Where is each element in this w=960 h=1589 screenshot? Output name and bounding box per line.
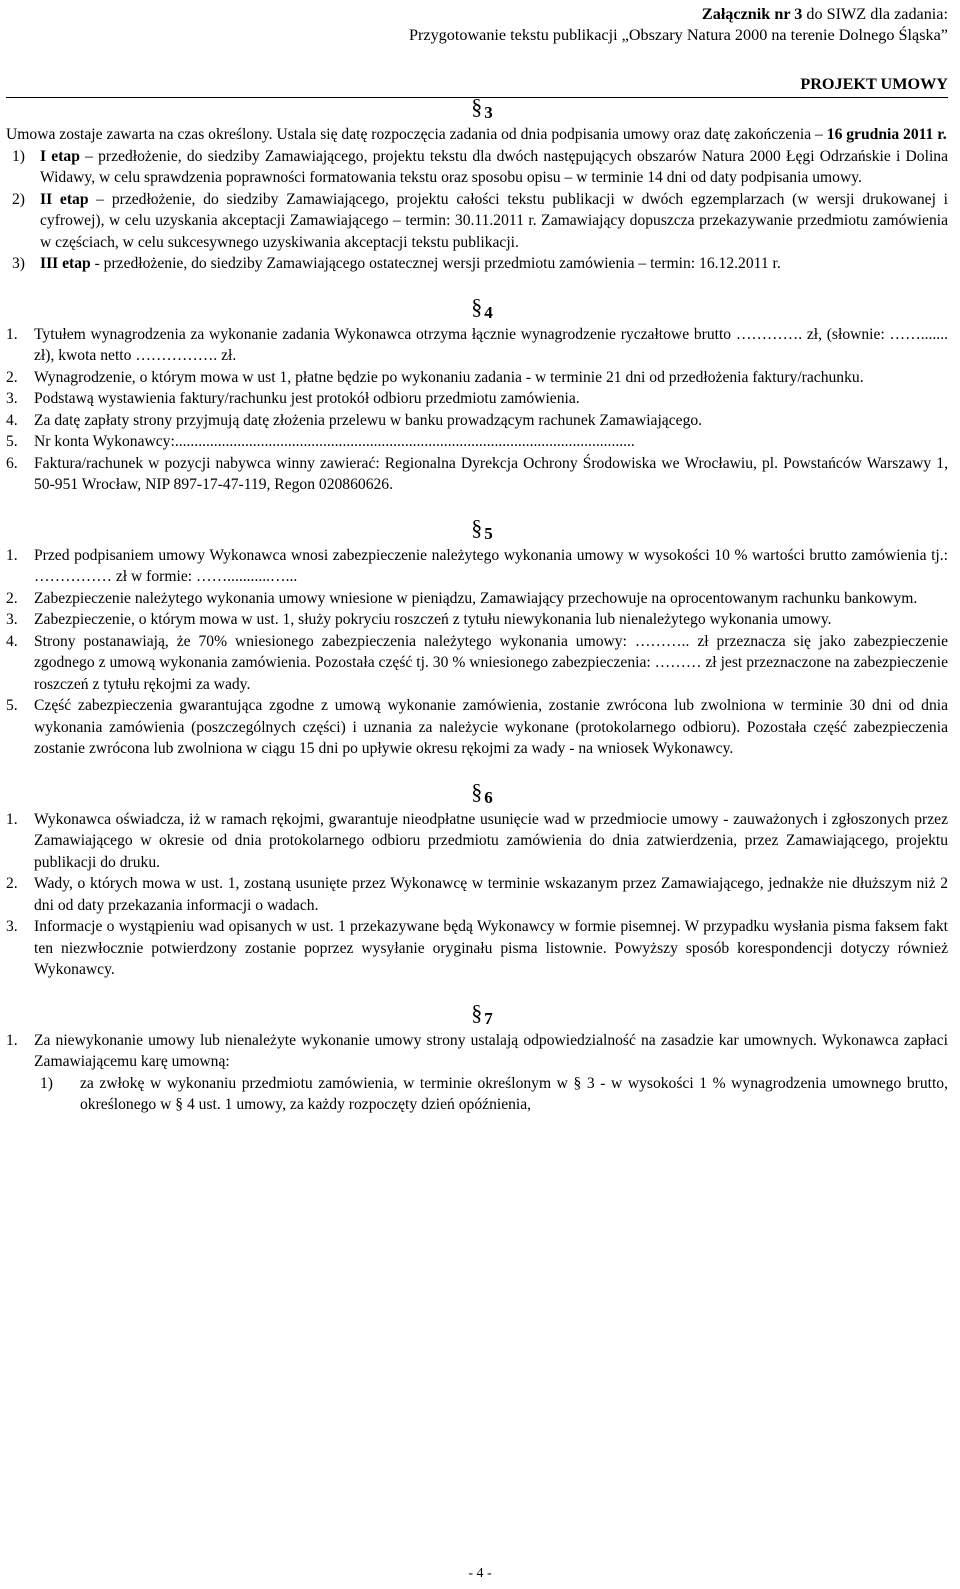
- sub-item: [6, 1073, 948, 1116]
- item-text: Nr konta Wykonawcy:......................................................................................................................: [34, 433, 635, 450]
- item-number: 5.: [6, 697, 18, 714]
- item-text: Wykonawca oświadcza, iż w ramach rękojmi, gwarantuje nieodpłatne usunięcie wad w przedmiocie umowy - zauważonych i zgłoszonych przez Zamawiającego w okresie od dnia protokolarnego odbioru przedmiotu zamówienia do dnia zatwierdzenia, przez Zamawiającego, projektu publikacji do druku.: [34, 810, 948, 871]
- stage-label: I etap: [40, 147, 80, 165]
- list-item: [6, 873, 948, 916]
- attachment-rest: do SIWZ dla zadania:: [802, 5, 948, 23]
- item-text: Za datę zapłaty strony przyjmują datę złożenia przelewu w banku prowadzącym rachunek Zamawiającego.: [34, 411, 703, 429]
- document-body: [6, 96, 948, 1116]
- item-number: 1.: [6, 546, 18, 564]
- item-number: 2.: [6, 589, 18, 607]
- item-text: Zabezpieczenie należytego wykonania umowy wniesione w pieniądzu, Zamawiający przechowuje na oprocentowanym rachunku bankowym.: [34, 589, 918, 607]
- section-3-heading: [6, 96, 948, 124]
- paragraph-symbol: §: [471, 778, 483, 804]
- item-number: 4.: [6, 632, 18, 650]
- stage-text: – przedłożenie, do siedziby Zamawiającego, projektu tekstu dla dwóch następujących obszarów Natura 2000 Łęgi Odrzańskie i Dolina Widawy, w celu sprawdzenia poprawności formatowania tekstu oraz sposobu opisu – w terminie 14 dni od daty podpisania umowy.: [40, 147, 948, 186]
- sub-item-text: za zwłokę w wykonaniu przedmiotu zamówienia, w terminie określonym w § 3 - w wysokości 1 % wynagrodzenia umownego brutto, określonego w § 4 ust. 1 umowy, za każdy rozpoczęty dzień opóźnienia,: [80, 1074, 948, 1113]
- section-5-heading: [6, 514, 948, 545]
- stage-text: - przedłożenie, do siedziby Zamawiającego ostatecznej wersji przedmiotu zamówienia – termin: 16.12.2011 r.: [90, 255, 781, 272]
- paragraph-symbol: §: [471, 94, 483, 119]
- item-number: 4.: [6, 411, 18, 429]
- stage-label: II etap: [40, 190, 89, 208]
- list-item: [6, 367, 948, 389]
- stage-number: 1): [12, 147, 25, 165]
- list-item: [6, 809, 948, 874]
- attachment-number: Załącznik nr 3: [701, 5, 803, 23]
- item-text: Podstawą wystawienia faktury/rachunku jest protokół odbioru przedmiotu zamówienia.: [34, 390, 580, 407]
- section-7-heading: [6, 999, 948, 1030]
- project-title: PROJEKT UMOWY: [800, 75, 948, 93]
- list-item: [6, 695, 948, 760]
- item-number: 5.: [6, 433, 18, 450]
- paragraph-symbol: §: [471, 999, 483, 1025]
- list-item: [6, 609, 948, 631]
- list-item: [6, 410, 948, 432]
- list-item: [6, 453, 948, 496]
- section-number: 5: [484, 523, 493, 543]
- list-item: [6, 431, 948, 453]
- item-text: Wady, o których mowa w ust. 1, zostaną usunięte przez Wykonawcę w terminie wskazanym przez Zamawiającego, jednakże nie dłuższym niż 2 dni od daty przekazania informacji o wadach.: [34, 875, 948, 914]
- item-number: 3.: [6, 611, 18, 628]
- list-item: [6, 1030, 948, 1073]
- stage-label: III etap: [40, 255, 91, 272]
- stage-1: [6, 146, 948, 189]
- stage-number: 2): [12, 190, 25, 208]
- section-6-heading: [6, 778, 948, 809]
- item-number: 6.: [6, 454, 18, 472]
- item-number: 3.: [6, 918, 18, 935]
- list-item: [6, 388, 948, 410]
- list-item: [6, 588, 948, 610]
- item-text: Zabezpieczenie, o którym mowa w ust. 1, służy pokryciu roszczeń z tytułu niewykonania lub nienależytego wykonania umowy.: [34, 611, 832, 628]
- item-number: 3.: [6, 390, 18, 407]
- stage-3: [6, 253, 948, 275]
- item-text: Część zabezpieczenia gwarantująca zgodne z umową wykonanie zamówienia, zostanie zwrócona lub zwolniona w terminie 30 dni od dnia wykonania zamówienia (poszczególnych części) i uznania za należycie wykonane (protokolarnego odbioru). Pozostała część zabezpieczenia zostanie zwrócona lub zwolniona w ciągu 15 dni po upływie okresu rękojmi za wady - na wniosek Wykonawcy.: [34, 697, 948, 757]
- stage-number: 3): [12, 255, 25, 272]
- stage-2: [6, 189, 948, 254]
- sub-item-number: 1): [40, 1074, 53, 1092]
- header: [409, 4, 948, 46]
- list-item: [6, 324, 948, 367]
- section-number: 4: [484, 302, 493, 322]
- paragraph-symbol: §: [471, 293, 483, 319]
- task-title: Przygotowanie tekstu publikacji „Obszary Natura 2000 na terenie Dolnego Śląska”: [409, 26, 948, 44]
- list-item: [6, 916, 948, 981]
- list-item: [6, 631, 948, 696]
- end-date: 16 grudnia 2011 r.: [826, 126, 947, 143]
- item-text: Za niewykonanie umowy lub nienależyte wykonanie umowy strony ustalają odpowiedzialność na zasadzie kar umownych. Wykonawca zapłaci Zamawiającemu karę umowną:: [34, 1031, 948, 1070]
- item-number: 2.: [6, 875, 18, 892]
- item-text: Informacje o wystąpieniu wad opisanych w ust. 1 przekazywane będą Wykonawcy w formie pisemnej. W przypadku wysłania pisma faksem fakt ten niezwłocznie potwierdzony zostanie poprzez wysyłanie oryginału pisma listownie. Powyższy sposób korespondencji dotyczy również Wykonawcy.: [34, 918, 948, 978]
- section-4-heading: [6, 293, 948, 324]
- item-number: 1.: [6, 325, 18, 343]
- section-number: 7: [484, 1008, 493, 1028]
- item-text: Przed podpisaniem umowy Wykonawca wnosi zabezpieczenie należytego wykonania umowy w wysokości 10 % wartości brutto zamówienia tj.: …………… zł w formie: ……...........…...: [34, 546, 948, 585]
- item-text: Strony postanawiają, że 70% wniesionego zabezpieczenia należytego wykonania umowy: ……….. zł przeznacza się jako zabezpieczenie zgodnego z umową wykonania zamówienia. Pozostała część tj. 30 % wniesionego zabezpieczenia: ……… zł jest przeznaczone na zabezpieczenie roszczeń z tytułu rękojmi za wady.: [34, 632, 948, 693]
- stage-text: – przedłożenie, do siedziby Zamawiającego, projektu całości tekstu publikacji w dwóch egzemplarzach (w wersji drukowanej i cyfrowej), w celu uzyskania akceptacji Zamawiającego – termin: 30.11.2011 r. Zamawiający dopuszcza przekazywanie przedmiotu zamówienia w częściach, w celu sukcesywnego uzyskiwania akceptacji tekstu publikacji.: [40, 190, 949, 251]
- item-text: Tytułem wynagrodzenia za wykonanie zadania Wykonawca otrzyma łącznie wynagrodzenie ryczałtowe brutto …………. zł, (słownie: ……....... zł), kwota netto ……………. zł.: [34, 325, 948, 364]
- intro-text: Umowa zostaje zawarta na czas określony. Ustala się datę rozpoczęcia zadania od dnia podpisania umowy oraz datę zakończenia –: [6, 126, 827, 143]
- section-number: 6: [484, 787, 493, 807]
- list-item: [6, 545, 948, 588]
- section-number: 3: [484, 103, 493, 122]
- item-number: 2.: [6, 368, 18, 386]
- item-number: 1.: [6, 1031, 18, 1049]
- paragraph-symbol: §: [471, 514, 483, 540]
- item-number: 1.: [6, 810, 18, 828]
- section-3-intro: [6, 124, 948, 146]
- attachment-line: [409, 4, 948, 25]
- item-text: Wynagrodzenie, o którym mowa w ust 1, płatne będzie po wykonaniu zadania - w terminie 21 dni od przedłożenia faktury/rachunku.: [34, 368, 864, 386]
- page-number: - 4 -: [468, 1566, 492, 1581]
- item-text: Faktura/rachunek w pozycji nabywca winny zawierać: Regionalna Dyrekcja Ochrony Środowiska we Wrocławiu, pl. Powstańców Warszawy 1, 50-951 Wrocław, NIP 897-17-47-119, Regon 020860626.: [34, 454, 948, 493]
